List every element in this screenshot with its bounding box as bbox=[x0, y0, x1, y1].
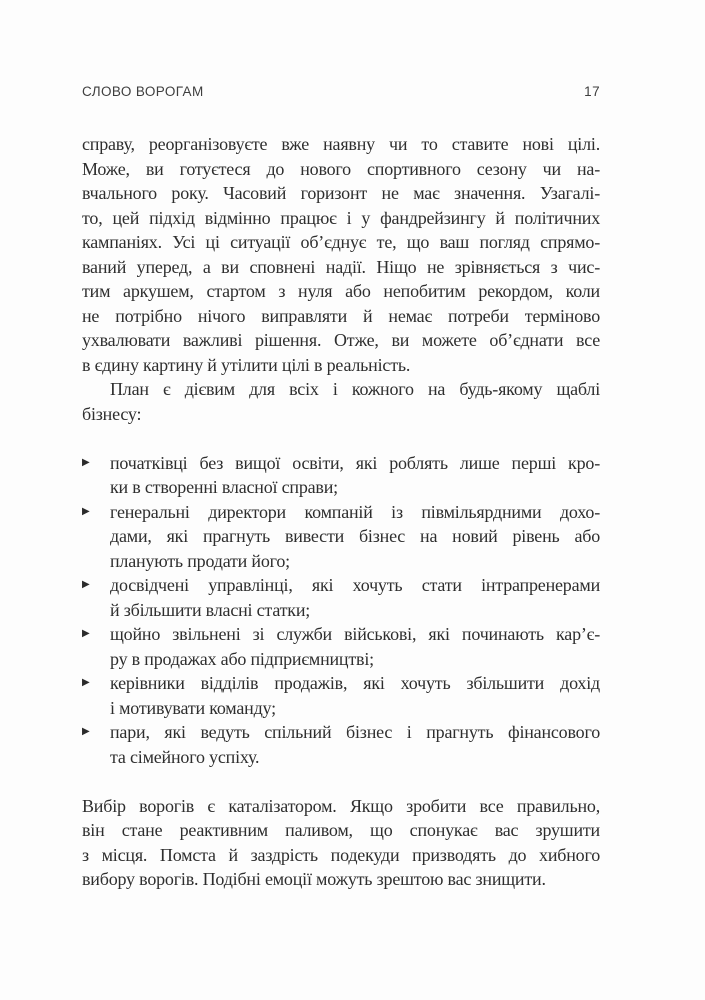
text-line: дами, які прагнуть вивести бізнес на новий рівень або bbox=[110, 526, 600, 546]
body-text bbox=[82, 132, 600, 892]
bullet-triangle-icon: ▶ bbox=[82, 726, 90, 737]
text-line: й збільшити власні статки; bbox=[110, 599, 311, 620]
text-line: він стане реактивним паливом, що спонукає вас зрушити bbox=[82, 820, 600, 840]
text-line: План є дієвим для всіх і кожного на будь-якому щаблі bbox=[110, 379, 600, 399]
bullet-text bbox=[110, 573, 600, 622]
text-line: ваний уперед, а ви сповнені надії. Ніщо не зрівняється з чис- bbox=[82, 256, 600, 277]
paragraph-continuation bbox=[82, 132, 600, 377]
bullet-list bbox=[82, 451, 600, 770]
list-item bbox=[82, 622, 600, 671]
text-line: не потрібно нічого виправляти й немає потреби терміново bbox=[82, 305, 600, 326]
list-item bbox=[82, 720, 600, 769]
text-line: планують продати його; bbox=[110, 550, 290, 571]
text-line: ру в продажах або підприємництві; bbox=[110, 648, 374, 669]
text-line: кампаніях. Усі ці ситуації об’єднує те, що ваш погляд спрямо- bbox=[82, 232, 600, 252]
text-line: пари, які ведуть спільний бізнес і прагнуть фінансового bbox=[110, 722, 600, 742]
list-item bbox=[82, 500, 600, 574]
bullet-triangle-icon: ▶ bbox=[82, 456, 90, 468]
text-line: і мотивувати команду; bbox=[110, 697, 276, 718]
bullet-text bbox=[110, 671, 600, 720]
list-item bbox=[82, 671, 600, 720]
bullet-text bbox=[110, 720, 600, 769]
list-item bbox=[82, 451, 600, 500]
bullet-text bbox=[110, 500, 600, 574]
bullet-text bbox=[110, 622, 600, 671]
text-line: та сімейного успіху. bbox=[110, 746, 260, 767]
text-line: вибору ворогів. Подібні емоції можуть зрештою вас знищити. bbox=[82, 869, 546, 889]
text-line: в єдину картину й утілити цілі в реальність. bbox=[82, 354, 411, 375]
text-line: керівники відділів продажів, які хочуть збільшити дохід bbox=[110, 673, 600, 693]
text-line: Може, ви готуєтеся до нового спортивного сезону чи на- bbox=[82, 158, 600, 179]
text-line: ухвалювати важливі рішення. Отже, ви можете об’єднати все bbox=[82, 330, 600, 350]
text-line: вчального року. Часовий горизонт не має значення. Узагалі- bbox=[82, 183, 600, 203]
list-item bbox=[82, 573, 600, 622]
text-line: бізнесу: bbox=[82, 403, 142, 424]
text-line: то, цей підхід відмінно працює і у фандрейзингу й політичних bbox=[82, 207, 600, 228]
bullet-triangle-icon: ▶ bbox=[82, 505, 90, 517]
bullet-triangle-icon: ▶ bbox=[82, 677, 90, 688]
bullet-text bbox=[110, 451, 600, 500]
running-title: СЛОВО ВОРОГАМ bbox=[82, 84, 204, 99]
text-line: ки в створенні власної справи; bbox=[110, 477, 338, 497]
page-header bbox=[82, 84, 600, 100]
text-line: генеральні директори компаній із півмільярдними дохо- bbox=[110, 501, 600, 522]
paragraph-catalyst bbox=[82, 794, 600, 892]
page-number: 17 bbox=[584, 84, 600, 99]
text-line: щойно звільнені зі служби військові, які починають кар’є- bbox=[110, 624, 600, 644]
text-line: Вибір ворогів є каталізатором. Якщо зробити все правильно, bbox=[82, 795, 600, 816]
text-line: з місця. Помста й заздрість подекуди призводять до хибного bbox=[82, 844, 600, 865]
text-line: досвідчені управлінці, які хочуть стати інтрапренерами bbox=[110, 575, 600, 595]
text-line: тим аркушем, стартом з нуля або непобитим рекордом, коли bbox=[82, 281, 600, 301]
bullet-triangle-icon: ▶ bbox=[82, 628, 90, 639]
text-line: початківці без вищої освіти, які роблять лише перші кро- bbox=[110, 452, 600, 473]
text-line: справу, реорганізовуєте вже наявну чи то ставите нові цілі. bbox=[82, 134, 600, 154]
paragraph-plan-intro bbox=[82, 377, 600, 426]
bullet-triangle-icon: ▶ bbox=[82, 579, 90, 590]
